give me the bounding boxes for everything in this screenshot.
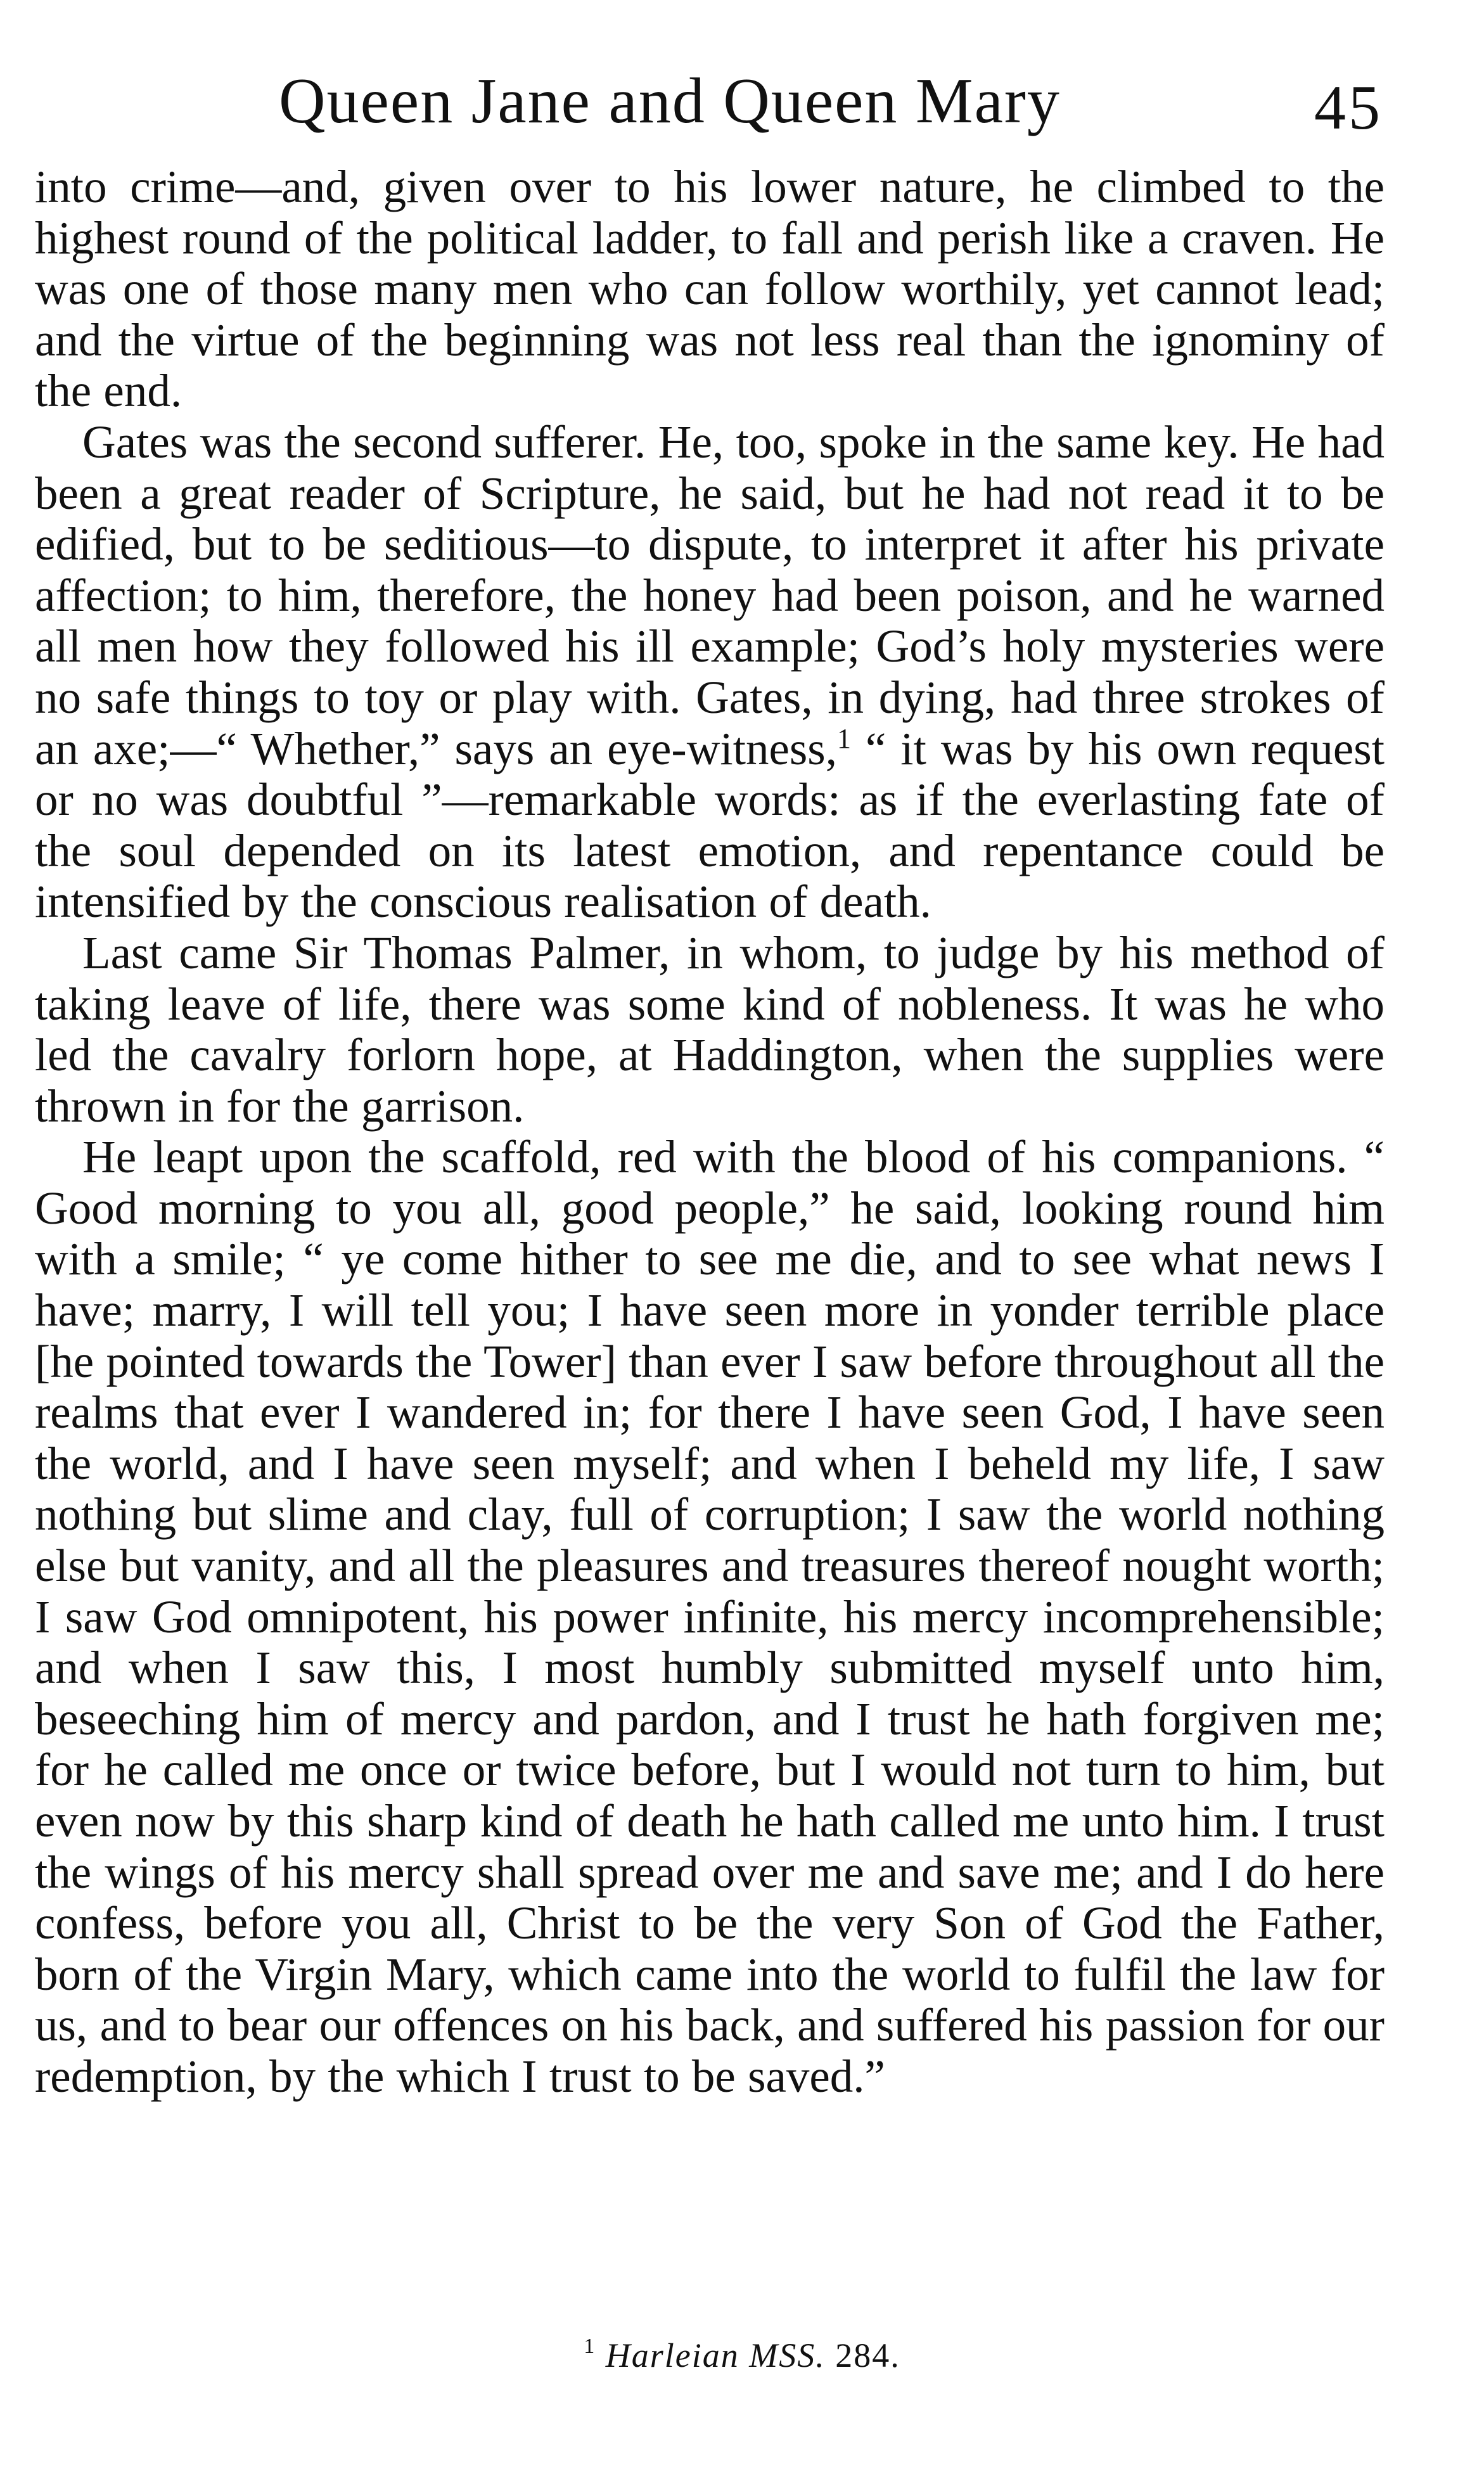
paragraph-text: Gates was the second sufferer. He, too, spoke in the same key. He had been a great reader of Scripture, he said, but he had not read it to be edified, but to be seditious—to dispute, to interpret it after his private affection; to him, therefore, the honey had been poison, and he warned all men how they followed his ill example; God’s holy mysteries were no safe things to toy or play with. Gates, in dying, had three strokes of an axe;—“ Whether,” says an eye-witness,: [35, 416, 1385, 774]
body-text: [35, 162, 1385, 2103]
page-number: 45: [1314, 72, 1383, 143]
footnote: [0, 2333, 1484, 2378]
paragraph-3: [35, 928, 1385, 1132]
footnote-source: Harleian MSS.: [605, 2336, 826, 2374]
paragraph-text: into crime—and, given over to his lower nature, he climbed to the highest round of the political ladder, to fall and perish like a craven. He was one of those many men who can follow worthily, yet cannot lead; and the virtue of the beginning was not less real than the ignominy of the end.: [35, 161, 1385, 417]
paragraph-text-continued: “ it was by his own request or no was doubtful ”—remarkable words: as if the everlasting fate of the soul depended on its latest emotion, and repentance could be intensified by the conscious realisation of death.: [35, 722, 1385, 928]
footnote-marker: 1: [584, 2334, 596, 2358]
footnote-reference: 1: [836, 722, 851, 754]
footnote-number: 284.: [835, 2336, 900, 2374]
paragraph-text: Last came Sir Thomas Palmer, in whom, to judge by his method of taking leave of life, there was some kind of nobleness. It was he who led the cavalry forlorn hope, at Haddington, when the supplies were thrown in for the garrison.: [35, 926, 1385, 1132]
paragraph-2: [35, 417, 1385, 928]
paragraph-4: [35, 1132, 1385, 2102]
paragraph-1: [35, 162, 1385, 417]
running-title: Queen Jane and Queen Mary: [279, 65, 1061, 137]
paragraph-text: He leapt upon the scaffold, red with the blood of his companions. “ Good morning to you all, good people,” he said, looking round him with a smile; “ ye come hither to see me die, and to see what news I have; marry, I will tell you; I have seen more in yonder terrible place [he pointed towards the Tower] than ever I saw before throughout all the realms that ever I wandered in; for there I have seen God, I have seen the world, and I have seen myself; and when I beheld my life, I saw nothing but slime and clay, full of corruption; I saw the world nothing else but vanity, and all the pleasures and treasures thereof nought worth; I saw God omnipotent, his power infinite, his mercy incomprehensible; and when I saw this, I most humbly submitted myself unto him, beseeching him of mercy and pardon, and I trust he hath forgiven me; for he called me once or twice before, but I would not turn to him, but even now by this sharp kind of death he hath called me unto him. I trust the wings of his mercy shall spread over me and save me; and I do here confess, before you all, Christ to be the very Son of God the Father, born of the Virgin Mary, which came into the world to fulfil the law for us, and to bear our offences on his back, and suffered his passion for our redemption, by the which I trust to be saved.”: [35, 1131, 1385, 2102]
running-head: [0, 60, 1484, 143]
